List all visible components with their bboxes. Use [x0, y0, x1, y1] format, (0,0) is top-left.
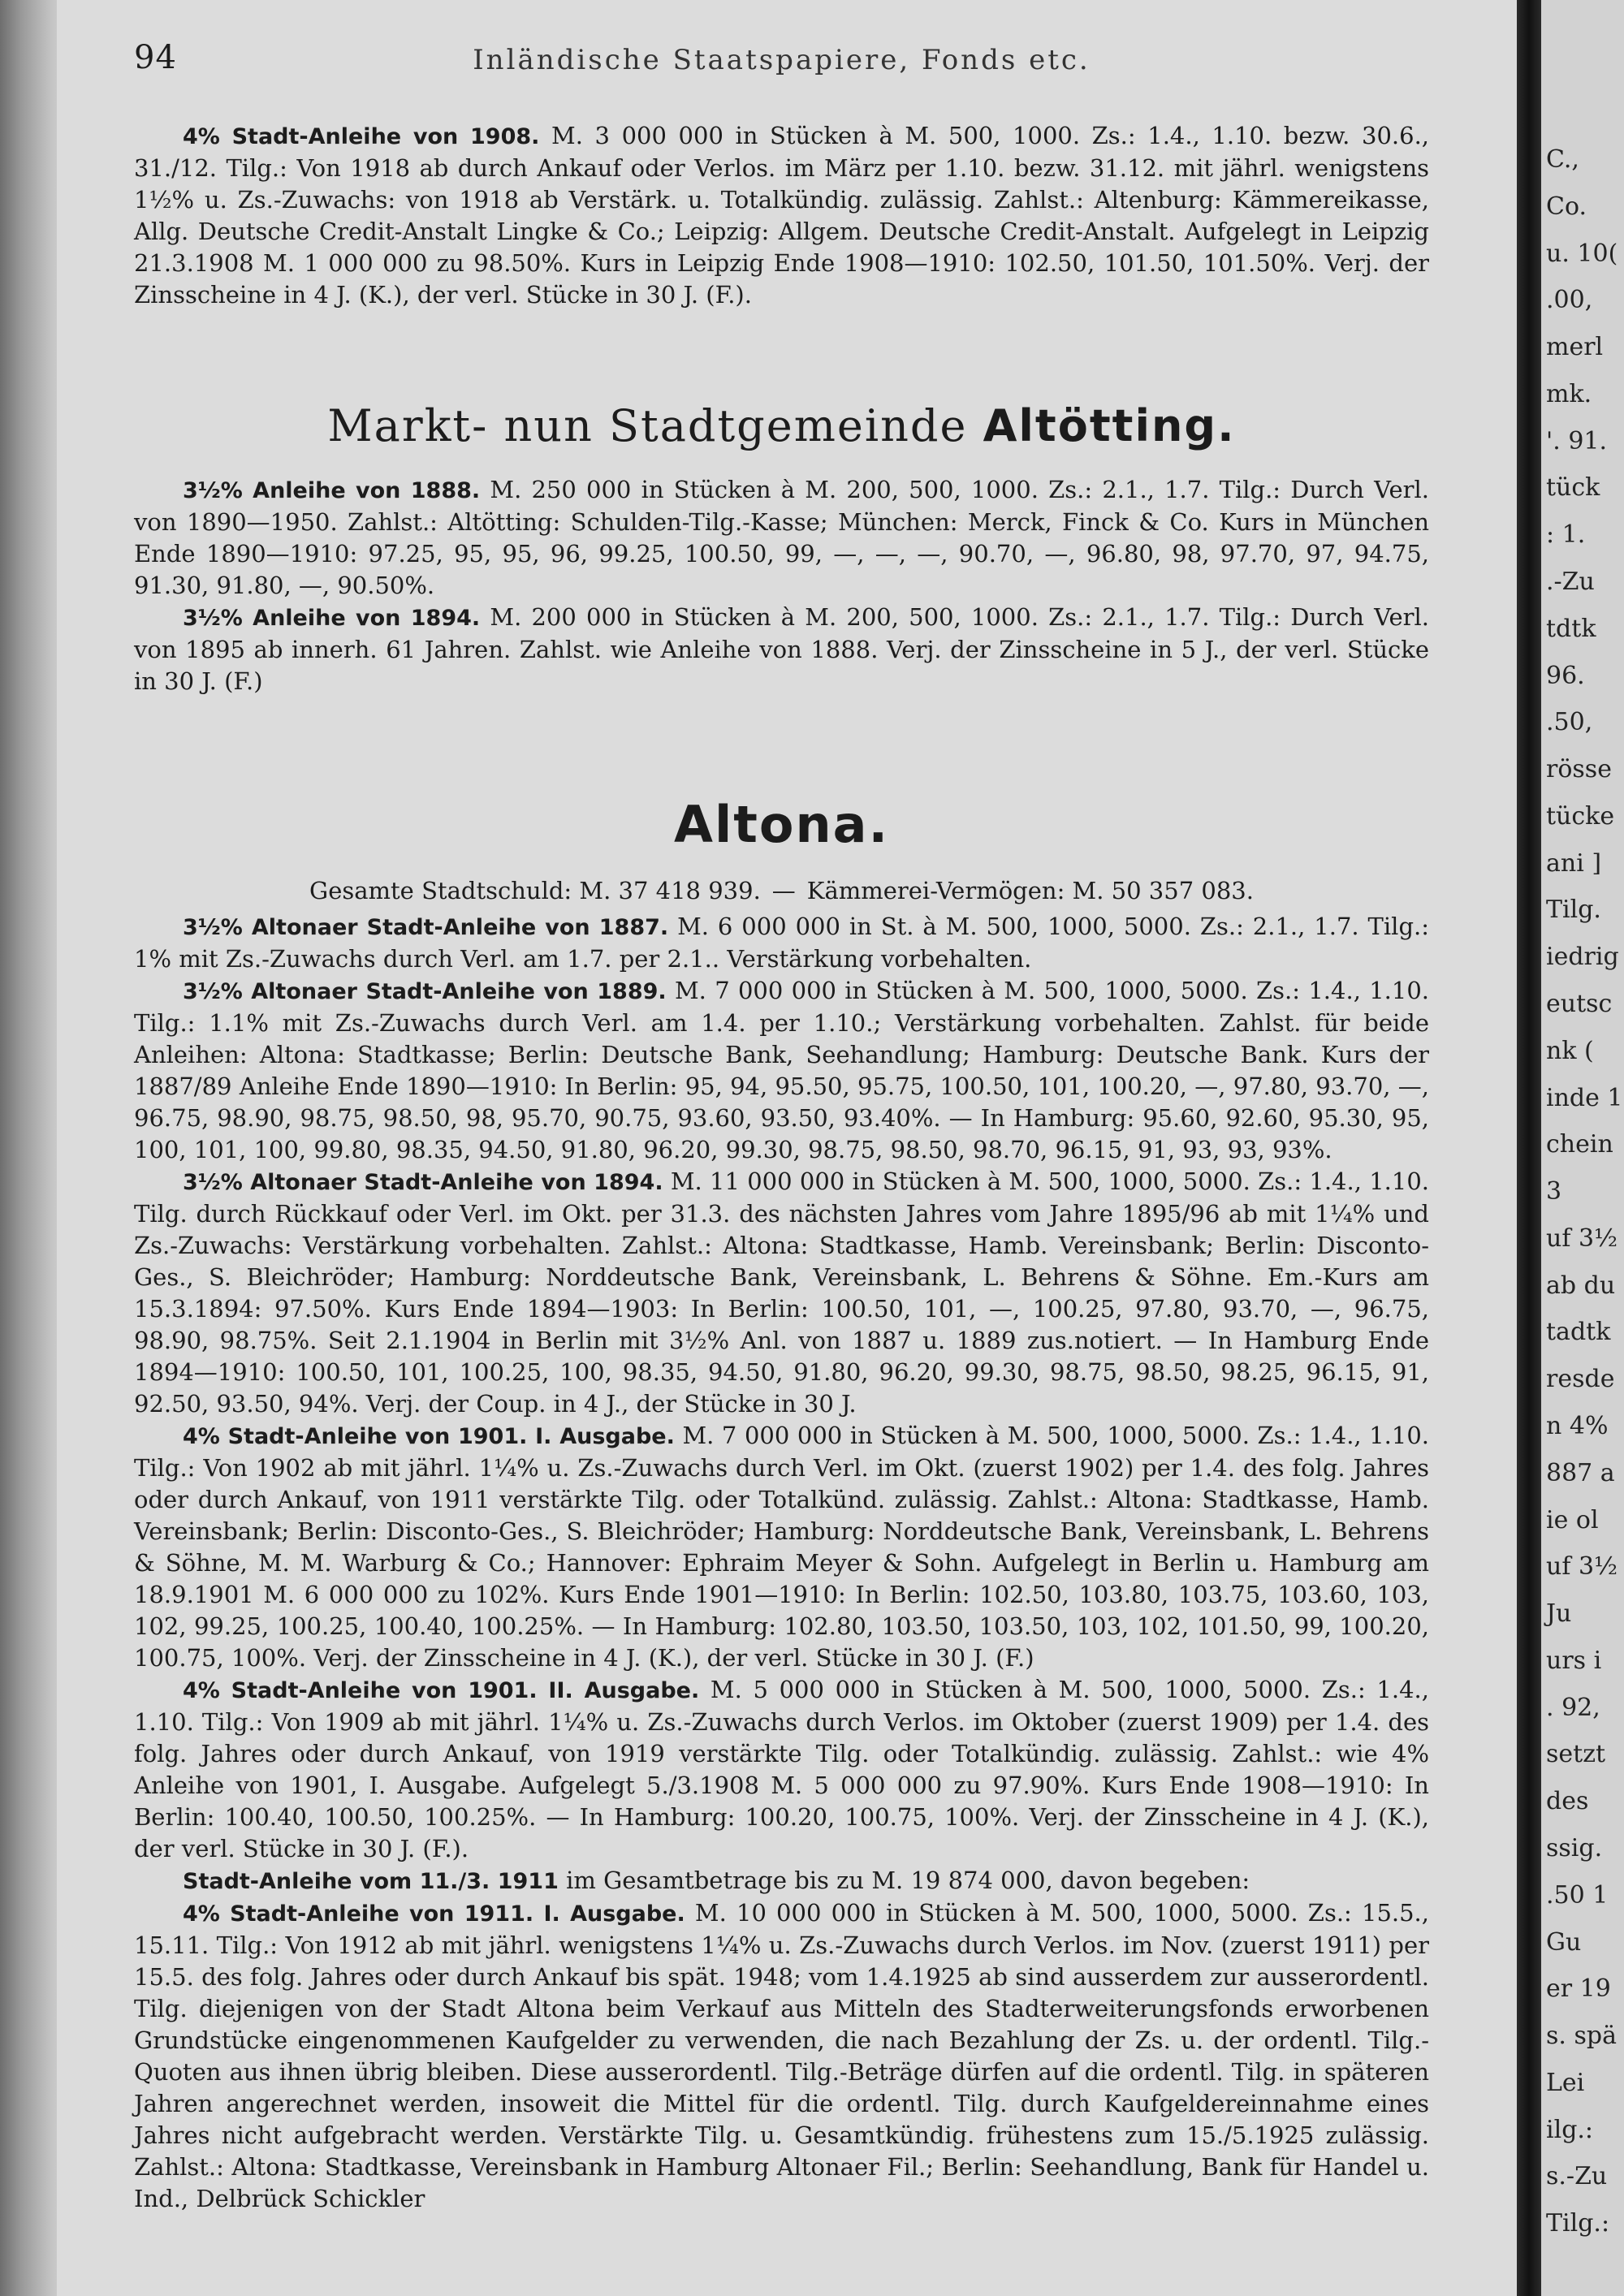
adjacent-page-fragment: Co. [1546, 192, 1587, 221]
heading-normal: Markt- nun Stadtgemeinde [327, 400, 968, 451]
adjacent-page-fragment: s. spä [1546, 2022, 1617, 2051]
adjacent-page-fragment: ilg.: [1546, 2115, 1594, 2144]
entry-title: Stadt-Anleihe vom 11./3. 1911 [183, 1869, 559, 1894]
entry-text: M. 5 000 000 in Stücken à M. 500, 1000, 5000. Zs.: 1.4., 1.10. Tilg.: Von 1909 ab mit jährl. 1¼% u. Zs.-Zuwachs durch Verlos. im Oktober (zuerst 1909) per 1.4. des folg. Jahres oder durch Ankauf, von 1919 verstärkte Tilg. oder Totalkündig. zulässig. Zahlst.: wie 4% Anleihe von 1901, I. Ausgabe. Aufgelegt 5./3.1908 M. 5 000 000 zu 97.90%. Kurs Ende 1908—1910: In Berlin: 100.40, 100.50, 100.25%. — In Hamburg: 100.20, 100.75, 100%. Verj. der Zinsscheine in 4 J. (K.), der verl. Stücke in 30 J. (F.). [134, 1676, 1429, 1862]
section-heading-altona: Altona. [674, 795, 889, 854]
entry-title: 4% Stadt-Anleihe von 1901. II. Ausgabe. [183, 1678, 700, 1703]
entry-title: 3½% Anleihe von 1894. [183, 606, 481, 631]
entry-title: 3½% Altonaer Stadt-Anleihe von 1889. [183, 979, 667, 1004]
loan-entry [134, 1897, 1429, 2215]
book-gutter [1517, 0, 1541, 2296]
adjacent-page-fragment: 96. [1546, 661, 1585, 690]
adjacent-page-fragment: eutsc [1546, 990, 1613, 1018]
adjacent-page-fragment: '. 91. [1546, 426, 1608, 455]
entry-title: 3½% Anleihe von 1888. [183, 478, 481, 503]
adjacent-page-fragment: Ju [1546, 1599, 1572, 1629]
adjacent-page-fragment: Tilg. [1546, 896, 1601, 925]
adjacent-page-fragment: .00, [1546, 286, 1593, 315]
adjacent-page-fragment: tadtk [1546, 1318, 1611, 1347]
adjacent-page-fragment: 3 [1546, 1177, 1562, 1206]
adjacent-page-fragment: Lei [1546, 2068, 1585, 2097]
adjacent-page-fragment: ab du [1546, 1271, 1616, 1300]
debt-summary [134, 877, 1429, 904]
adjacent-page-fragment: C., [1546, 145, 1579, 174]
adjacent-page-fragment: ssig. [1546, 1834, 1603, 1862]
entry-text: M. 200 000 in Stücken à M. 200, 500, 1000. Zs.: 2.1., 1.7. Tilg.: Durch Verl. von 1895 ab innerh. 61 Jahren. Zahlst. wie Anleihe von 1888. Verj. der Zinsscheine in 5 J., der verl. Stücke in 30 J. (F.) [134, 603, 1429, 695]
running-head [134, 39, 1429, 96]
adjacent-page-fragment: rösse [1546, 755, 1612, 784]
entry-title: 3½% Altonaer Stadt-Anleihe von 1887. [183, 915, 669, 940]
adjacent-page-fragment: u. 10( [1546, 239, 1618, 268]
adjacent-page-fragment: .50 1 [1546, 1880, 1609, 1910]
loan-entry [134, 120, 1429, 311]
entry-text: M. 3 000 000 in Stücken à M. 500, 1000. Zs.: 1.4., 1.10. bezw. 30.6., 31./12. Tilg.: Von 1918 ab durch Ankauf oder Verlos. im März per 1.10. bezw. 31.12. mit jährl. wenigstens 1½% u. Zs.-Zuwachs: von 1918 ab Verstärk. u. Totalkündig. zulässig. Zahlst.: Altenburg: Kämmereikasse, Allg. Deutsche Credit-Anstalt Lingke & Co.; Leipzig: Allgem. Deutsche Credit-Anstalt. Aufgelegt in Leipzig 21.3.1908 M. 1 000 000 zu 98.50%. Kurs in Leipzig Ende 1908—1910: 102.50, 101.50, 101.50%. Verj. der Zinsscheine in 4 J. (K.), der verl. Stücke in 30 J. (F.). [134, 122, 1430, 309]
adjacent-page-fragment: tücke [1546, 801, 1615, 831]
adjacent-page-fragment: Tilg.: [1546, 2209, 1610, 2238]
entry-text: im Gesamtbetrage bis zu M. 19 874 000, davon begeben: [566, 1867, 1250, 1894]
entry-text: M. 10 000 000 in Stücken à M. 500, 1000, 5000. Zs.: 15.5., 15.11. Tilg.: Von 1912 ab mit jährl. wenigstens 1¼% u. Zs.-Zuwachs durch Verlos. im Nov. (zuerst 1911) per 15.5. des folg. Jahres oder durch Ankauf bis spät. 1948; vom 1.4.1925 ab sind ausserdem zur ausserordentl. Tilg. diejenigen von der Stadt Altona beim Verkauf aus Mitteln des Stadterweiterungsfonds erworbenen Grundstücke eingenommenen Kaufgelder zu verwenden, die nach Bezahlung der Zs. u. der ordentl. Tilg.-Quoten aus ihnen übrig bleiben. Diese ausserordentl. Tilg.-Beträge dürfen auf die ordentl. Tilg. in späteren Jahren angerechnet werden, insoweit die Mittel für die ordentl. Tilg. durch Kaufgeldereinnahme eines Jahres nicht aufgebracht werden. Verstärkte Tilg. u. Gesamtkündig. frühestens zum 15./5.1925 zulässig. Zahlst.: Altona: Stadtkasse, Vereinsbank in Hamburg Altonaer Fil.; Berlin: Seehandlung, Bank für Handel u. Ind., Delbrück Schickler [134, 1899, 1429, 2212]
adjacent-page-strip [1541, 0, 1624, 2296]
adjacent-page-fragment: uf 3½ [1546, 1224, 1618, 1253]
adjacent-page-fragment: .-Zu [1546, 568, 1595, 596]
adjacent-page-fragment: uf 3½ [1546, 1552, 1618, 1582]
adjacent-page-fragment: : 1. [1546, 520, 1586, 550]
loan-entry [134, 1166, 1429, 1420]
loan-entry [134, 911, 1429, 975]
adjacent-page-fragment: ani ] [1546, 848, 1602, 878]
adjacent-page-fragment: resde [1546, 1365, 1615, 1394]
assets: Kämmerei-Vermögen: M. 50 357 083. [806, 877, 1254, 904]
loan-entry [134, 602, 1429, 697]
loan-entry [134, 1865, 1429, 1897]
adjacent-page-fragment: inde 1 [1546, 1083, 1623, 1112]
adjacent-page-fragment: . 92, [1546, 1693, 1600, 1722]
adjacent-page-fragment: Gu [1546, 1927, 1582, 1957]
total-debt: Gesamte Stadtschuld: M. 37 418 939. [309, 877, 761, 904]
adjacent-page-fragment: er 19 [1546, 1974, 1611, 2004]
entry-text: M. 11 000 000 in Stücken à M. 500, 1000, 5000. Zs.: 1.4., 1.10. Tilg. durch Rückkauf oder Verl. im Okt. per 31.3. des nächsten Jahres vom Jahre 1895/96 ab mit 1¼% und Zs.-Zuwachs: Verstärkung vorbehalten. Zahlst.: Altona: Stadtkasse, Hamb. Vereinsbank; Berlin: Disconto-Ges., S. Bleichröder; Hamburg: Norddeutsche Bank, Vereinsbank, L. Behrens & Söhne. Em.-Kurs am 15.3.1894: 97.50%. Kurs Ende 1894—1903: In Berlin: 100.50, 101, —, 100.25, 97.80, 93.70, —, 96.75, 98.90, 98.75%. Seit 2.1.1904 in Berlin mit 3½% Anl. von 1887 u. 1889 zus.notiert. — In Hamburg Ende 1894—1910: 100.50, 101, 100.25, 100, 98.35, 94.50, 91.80, 96.20, 99.30, 98.75, 98.50, 98.25, 96.15, 91, 92.50, 93.50, 94%. Verj. der Coup. in 4 J., der Stücke in 30 J. [134, 1167, 1429, 1418]
entry-title: 3½% Altonaer Stadt-Anleihe von 1894. [183, 1170, 663, 1195]
entry-text: M. 250 000 in Stücken à M. 200, 500, 1000. Zs.: 2.1., 1.7. Tilg.: Durch Verl. von 1890—1950. Zahlst.: Altötting: Schulden-Tilg.-Kasse; München: Merck, Finck & Co. Kurs in München Ende 1890—1910: 97.25, 95, 95, 96, 99.25, 100.50, 99, —, —, —, 90.70, —, 96.80, 98, 97.70, 97, 94.75, 91.30, 91.80, —, 90.50%. [134, 476, 1429, 599]
adjacent-page-fragment: nk ( [1546, 1036, 1594, 1065]
page-number: 94 [134, 39, 177, 76]
adjacent-page-fragment: chein [1546, 1130, 1613, 1159]
loan-entry [134, 1420, 1429, 1674]
adjacent-page-fragment: .50, [1546, 708, 1593, 737]
adjacent-page-fragment: setzt [1546, 1740, 1606, 1769]
summary-separator: — [771, 877, 796, 904]
entry-text: M. 6 000 000 in St. à M. 500, 1000, 5000. Zs.: 2.1., 1.7. Tilg.: 1% mit Zs.-Zuwachs durch Verl. am 1.7. per 2.1.. Verstärkung vorbehalten. [134, 913, 1429, 973]
book-page [57, 0, 1518, 2296]
adjacent-page-fragment: merl [1546, 333, 1604, 362]
adjacent-page-fragment: ie ol [1546, 1505, 1599, 1534]
entry-text: M. 7 000 000 in Stücken à M. 500, 1000, 5000. Zs.: 1.4., 1.10. Tilg.: 1.1% mit Zs.-Zuwachs durch Verl. am 1.4. per 1.10.; Verstärkung vorbehalten. Zahlst. für beide Anleihen: Altona: Stadtkasse; Berlin: Deutsche Bank, Seehandlung; Hamburg: Deutsche Bank. Kurs der 1887/89 Anleihe Ende 1890—1910: In Berlin: 95, 94, 95.50, 95.75, 100.50, 101, 100.20, —, 97.80, 93.70, —, 96.75, 98.90, 98.75, 98.50, 98, 95.70, 90.75, 93.60, 93.50, 93.40%. — In Hamburg: 95.60, 92.60, 95.30, 95, 100, 101, 100, 99.80, 98.35, 94.50, 91.80, 96.20, 99.30, 98.75, 98.50, 98.70, 96.15, 91, 93, 93, 93%. [134, 977, 1430, 1163]
entry-title: 4% Stadt-Anleihe von 1901. I. Ausgabe. [183, 1424, 675, 1449]
adjacent-page-fragment: mk. [1546, 379, 1592, 408]
adjacent-page-fragment: des [1546, 1787, 1589, 1816]
section-heading-altoetting [134, 400, 1429, 451]
loan-entry [134, 975, 1429, 1166]
running-title: Inländische Staatspapiere, Fonds etc. [473, 44, 1091, 76]
adjacent-page-fragment: iedrig [1546, 943, 1619, 972]
heading-bold: Altötting. [983, 400, 1236, 451]
adjacent-page-fragment: 887 a [1546, 1458, 1615, 1487]
entry-title: 4% Stadt-Anleihe von 1911. I. Ausgabe. [183, 1901, 685, 1927]
loan-entry [134, 474, 1429, 602]
adjacent-page-fragment: s.-Zu [1546, 2162, 1608, 2191]
entry-title: 4% Stadt-Anleihe von 1908. [183, 124, 540, 149]
adjacent-page-fragment: n 4% [1546, 1412, 1609, 1440]
adjacent-page-fragment: urs i [1546, 1646, 1602, 1675]
adjacent-page-fragment: tdtk [1546, 614, 1596, 643]
adjacent-page-fragment: tück [1546, 473, 1600, 503]
entry-text: M. 7 000 000 in Stücken à M. 500, 1000, 5000. Zs.: 1.4., 1.10. Tilg.: Von 1902 ab mit jährl. 1¼% u. Zs.-Zuwachs durch Verl. im Okt. (zuerst 1902) per 1.4. des folg. Jahres oder durch Ankauf, von 1911 verstärkte Tilg. oder Totalkünd. zulässig. Zahlst.: Altona: Stadtkasse, Hamb. Vereinsbank; Berlin: Disconto-Ges., S. Bleichröder; Hamburg: Norddeutsche Bank, Vereinsbank, L. Behrens & Söhne, M. M. Warburg & Co.; Hannover: Ephraim Meyer & Sohn. Aufgelegt in Berlin u. Hamburg am 18.9.1901 M. 6 000 000 zu 102%. Kurs Ende 1901—1910: In Berlin: 102.50, 103.80, 103.75, 103.60, 103, 102, 99.25, 100.25, 100.40, 100.25%. — In Hamburg: 102.80, 103.50, 103.50, 103, 102, 101.50, 99, 100.20, 100.75, 100%. Verj. der Zinsscheine in 4 J. (K.), der verl. Stücke in 30 J. (F.) [134, 1422, 1430, 1672]
loan-entry [134, 1674, 1429, 1865]
